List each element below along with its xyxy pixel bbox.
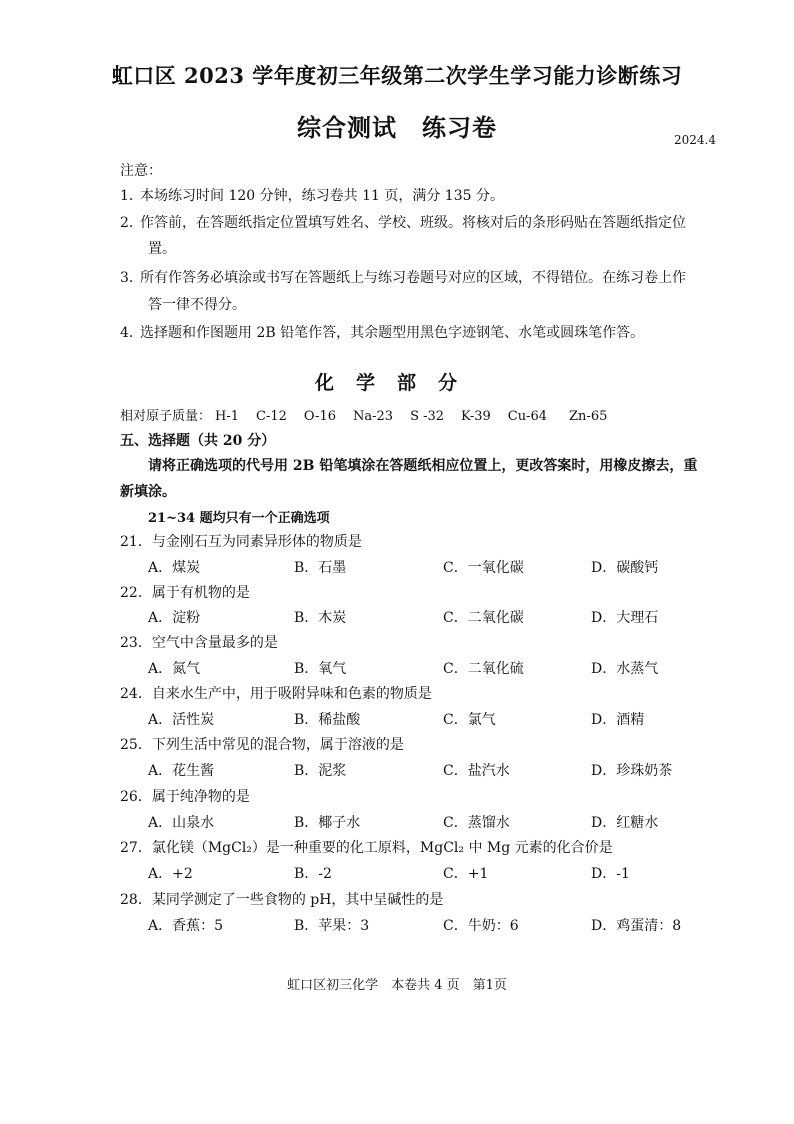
atomic-mass: Zn-65: [569, 409, 608, 424]
question-stem: 23．空气中含量最多的是: [120, 635, 278, 651]
option-d: D．水蒸气: [591, 661, 659, 677]
option-a: A．山泉水: [148, 815, 215, 831]
option-c: C．二氧化硫: [443, 661, 524, 677]
option-d: D．-1: [591, 866, 630, 882]
option-d: D．鸡蛋清：8: [591, 918, 682, 934]
option-c: C．蒸馏水: [443, 815, 510, 831]
atomic-masses: [120, 405, 624, 424]
note-item: [120, 212, 686, 232]
note-text-continued: 答一律不得分。: [148, 297, 246, 313]
note-number: 1．: [120, 188, 143, 204]
atomic-mass: S -32: [410, 409, 445, 424]
option-a: A．花生酱: [148, 763, 215, 779]
note-text: 选择题和作图题用 2B 铅笔作答，其余题型用黑色字迹钢笔、水笔或圆珠笔作答。: [140, 325, 645, 341]
note-text: 所有作答务必填涂或书写在答题纸上与练习卷题号对应的区域，不得错位。在练习卷上作: [140, 270, 686, 286]
option-b: B．稀盐酸: [294, 712, 361, 728]
atomic-mass: Cu-64: [507, 409, 548, 424]
note-number: 2．: [120, 215, 143, 231]
option-c: C．氯气: [443, 712, 496, 728]
option-c: C．牛奶：6: [443, 918, 519, 934]
exam-subtitle: 综合测试 练习卷: [297, 113, 497, 142]
option-a: A．香蕉：5: [148, 918, 224, 934]
option-d: D．碳酸钙: [591, 560, 659, 576]
atomic-mass: K-39: [461, 409, 491, 424]
option-b: B．石墨: [294, 560, 347, 576]
question-stem: 27．氯化镁（MgCl₂）是一种重要的化工原料，MgCl₂ 中 Mg 元素的化合价是: [120, 840, 613, 856]
instruction-line: 请将正确选项的代号用 2B 铅笔填涂在答题纸相应位置上，更改答案时，用橡皮擦去，重: [148, 458, 698, 474]
option-a: A．+2: [148, 866, 193, 882]
option-a: A．淀粉: [148, 610, 201, 626]
option-c: C．盐汽水: [443, 763, 510, 779]
option-a: A．煤炭: [148, 560, 201, 576]
note-item: [120, 267, 686, 287]
option-d: D．红糖水: [591, 815, 659, 831]
option-c: C．二氧化碳: [443, 610, 524, 626]
option-d: D．大理石: [591, 610, 659, 626]
option-b: B．木炭: [294, 610, 347, 626]
question-stem: 24．自来水生产中，用于吸附异味和色素的物质是: [120, 686, 432, 702]
part-title: 五、选择题（共 20 分）: [120, 433, 276, 449]
option-b: B．-2: [294, 866, 332, 882]
option-c: C．一氧化碳: [443, 560, 524, 576]
atomic-mass: H-1: [215, 409, 240, 424]
question-stem: 25．下列生活中常见的混合物，属于溶液的是: [120, 737, 404, 753]
note-item: [120, 322, 644, 342]
question-stem: 26．属于纯净物的是: [120, 789, 250, 805]
instruction-line: 新填涂。: [120, 484, 176, 500]
question-stem: 28．某同学测定了一些食物的 pH，其中呈碱性的是: [120, 892, 444, 908]
atomic-mass: Na-23: [353, 409, 394, 424]
note-item: [120, 185, 504, 205]
note-text-continued: 置。: [148, 241, 176, 257]
option-b: B．椰子水: [294, 815, 361, 831]
atomic-mass: O-16: [303, 409, 336, 424]
option-c: C．+1: [443, 866, 489, 882]
note-text: 本场练习时间 120 分钟，练习卷共 11 页，满分 135 分。: [140, 188, 504, 204]
option-b: B．氧气: [294, 661, 347, 677]
atomic-masses-label: 相对原子质量：: [120, 409, 212, 424]
note-number: 4．: [120, 325, 143, 341]
option-d: D．珍珠奶茶: [591, 763, 673, 779]
question-stem: 21．与金刚石互为同素异形体的物质是: [120, 534, 362, 550]
page-footer: 虹口区初三化学 本卷共 4 页 第1页: [287, 978, 507, 993]
single-choice-note: 21~34 题均只有一个正确选项: [148, 511, 330, 526]
note-number: 3．: [120, 270, 143, 286]
option-a: A．氮气: [148, 661, 201, 677]
note-text: 作答前，在答题纸指定位置填写姓名、学校、班级。将核对后的条形码贴在答题纸指定位: [140, 215, 686, 231]
notes-heading: 注意：: [120, 163, 162, 179]
option-d: D．酒精: [591, 712, 645, 728]
section-title: 化学部分: [314, 372, 479, 394]
question-stem: 22．属于有机物的是: [120, 585, 250, 601]
option-b: B．苹果：3: [294, 918, 370, 934]
atomic-mass: C-12: [256, 409, 287, 424]
option-b: B．泥浆: [294, 763, 347, 779]
option-a: A．活性炭: [148, 712, 215, 728]
exam-title: 虹口区 2023 学年度初三年级第二次学生学习能力诊断练习: [111, 63, 683, 88]
exam-date: 2024.4: [674, 133, 716, 147]
